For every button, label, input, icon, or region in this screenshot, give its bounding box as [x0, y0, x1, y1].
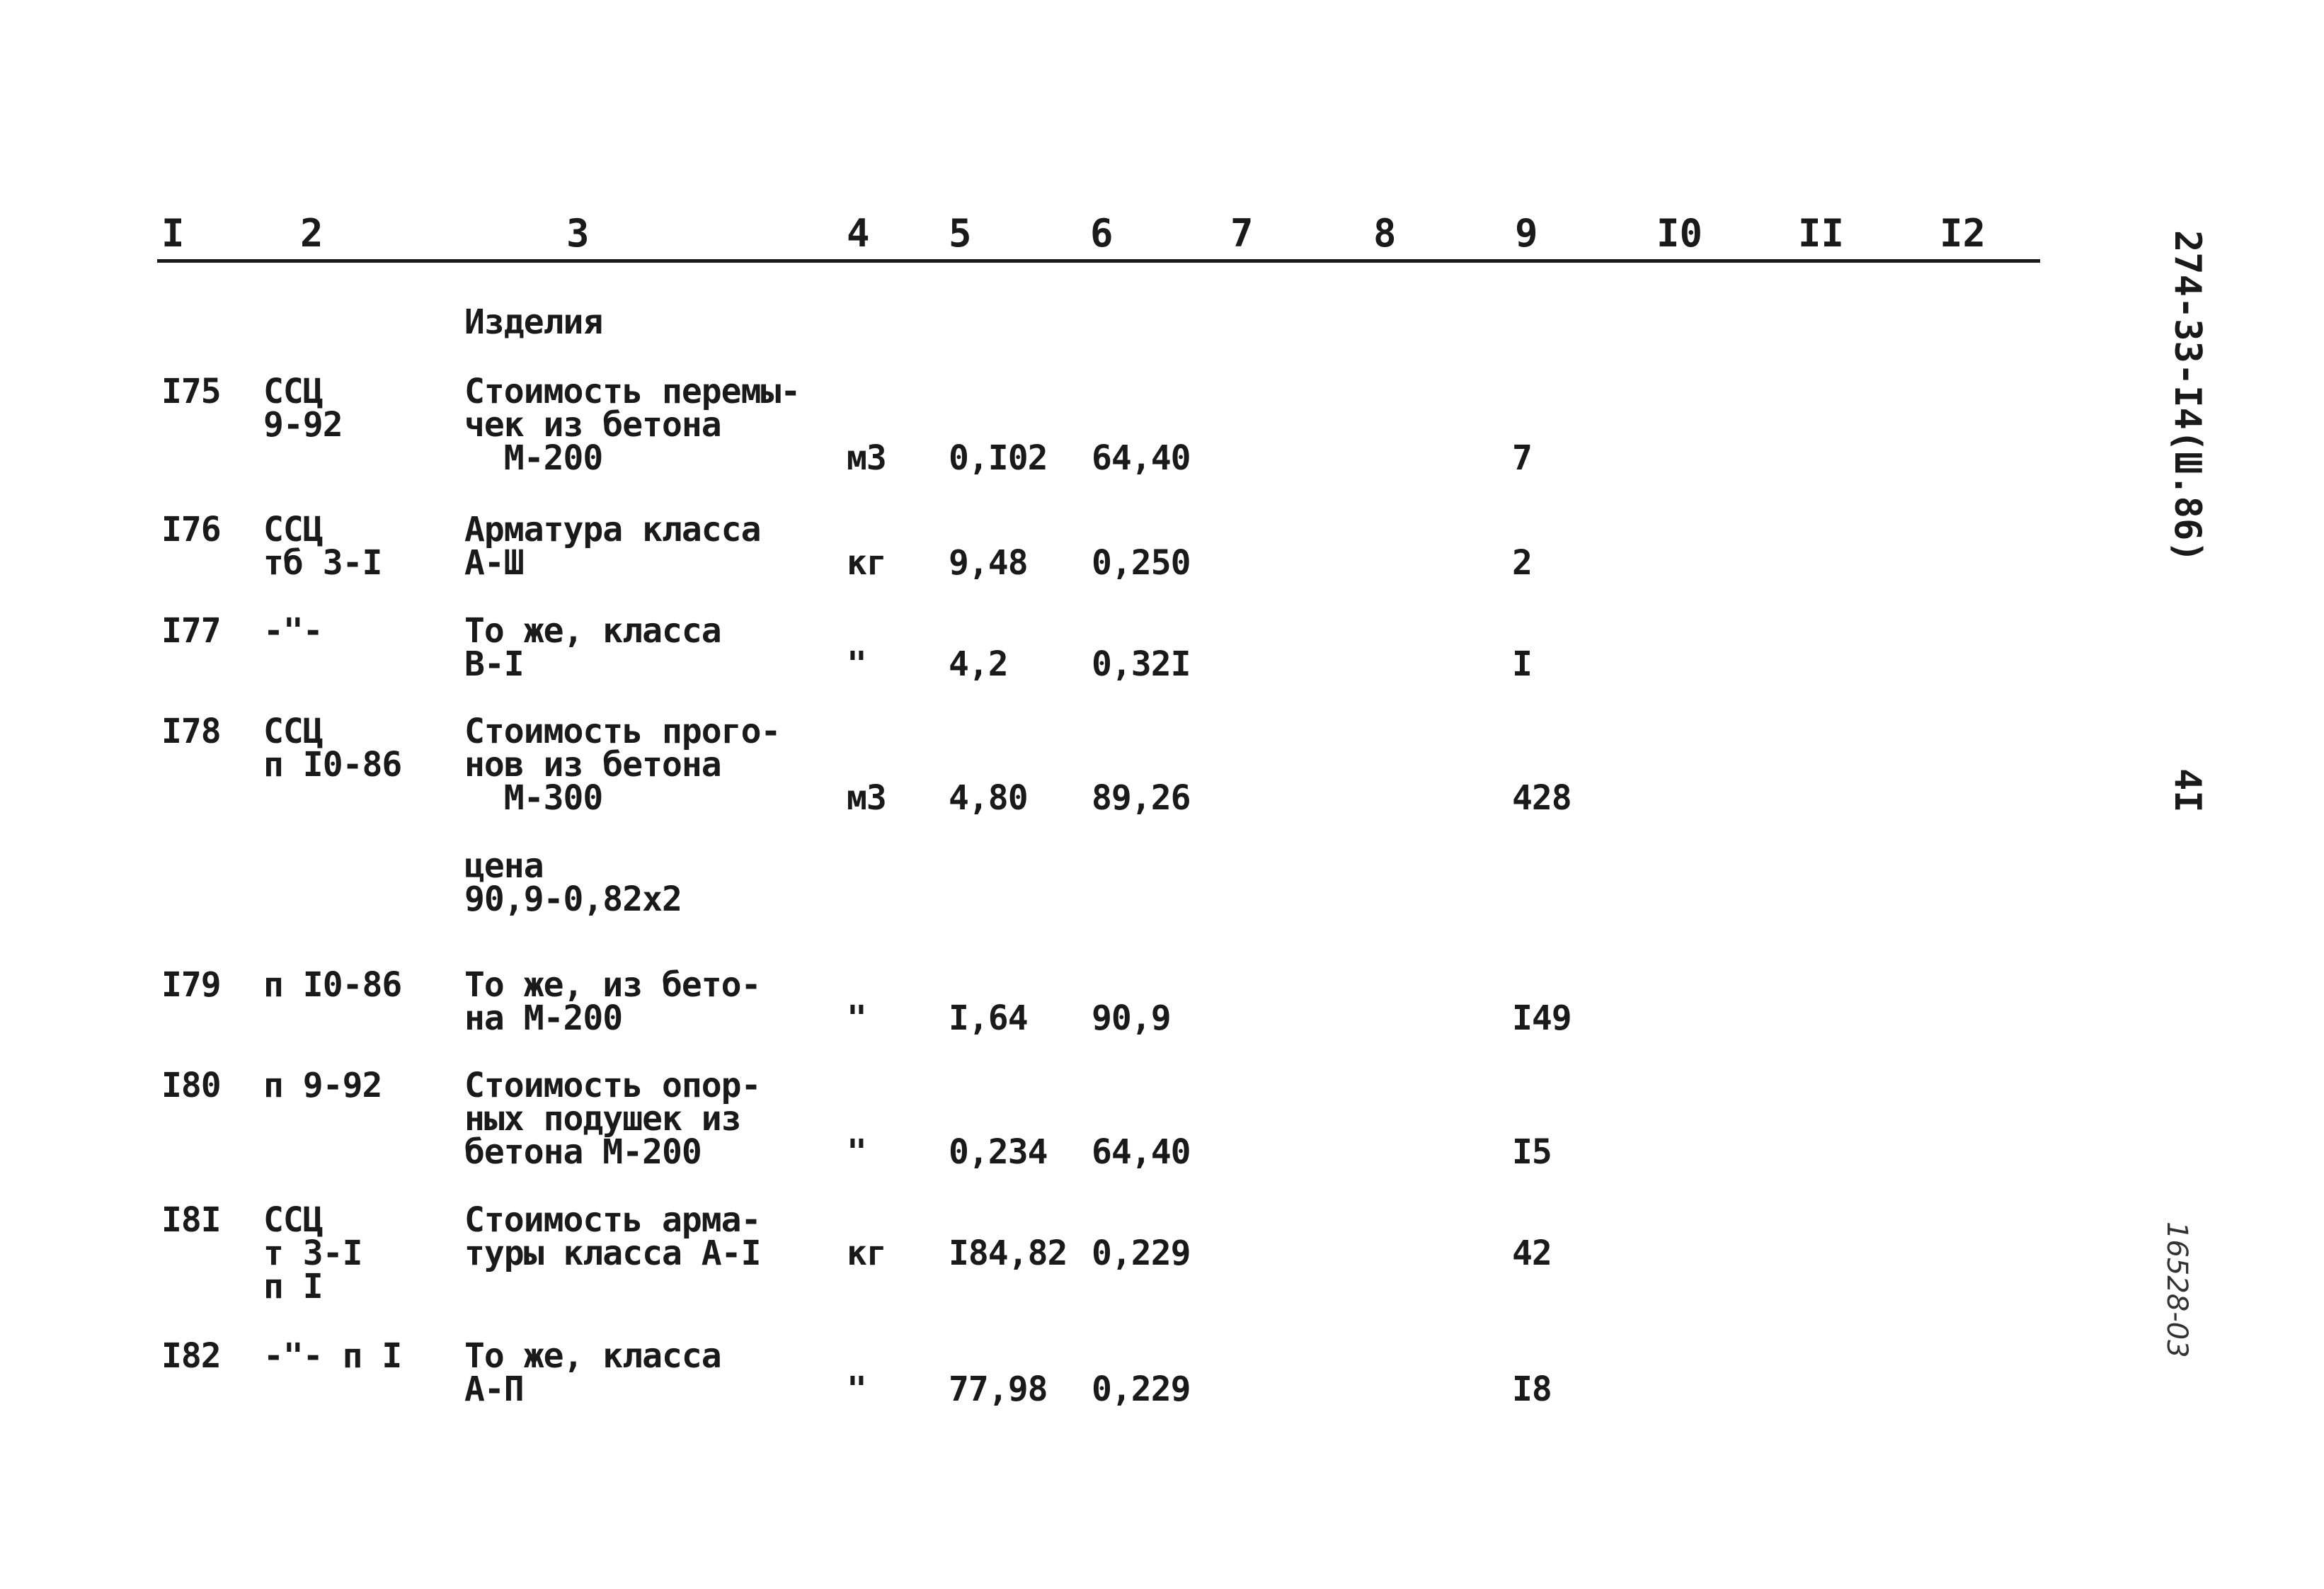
document-code: 274-33-I4(Ш.86): [2166, 230, 2209, 563]
header-rule: [157, 259, 2040, 263]
row-code: п I0-86: [263, 965, 402, 1005]
column-header-7: 7: [1230, 211, 1254, 256]
row-quantity: 77,98: [949, 1369, 1048, 1409]
row-quantity: 4,80: [949, 778, 1028, 818]
section-title: Изделия: [464, 302, 603, 342]
row-code: т 3-I: [263, 1234, 362, 1273]
row-quantity: 0,I02: [949, 438, 1048, 478]
column-header-3: 3: [566, 211, 590, 256]
row-description: А-Ш: [464, 543, 524, 583]
row-description: 90,9-0,82х2: [464, 879, 682, 919]
row-description: В-I: [464, 644, 524, 684]
row-description: Стоимость перемы-: [464, 372, 801, 411]
row-description: То же, из бето-: [464, 965, 761, 1005]
page-number: 4I: [2166, 768, 2209, 813]
row-unit: м3: [847, 438, 886, 478]
row-number: I79: [161, 965, 221, 1005]
row-total: 428: [1512, 778, 1572, 818]
row-description: Стоимость прого-: [464, 712, 781, 751]
row-total: I8: [1512, 1369, 1552, 1409]
row-total: 7: [1512, 438, 1532, 478]
row-code: ССЦ: [263, 712, 323, 751]
row-description: на М-200: [464, 998, 623, 1038]
row-number: I76: [161, 510, 221, 549]
row-code: ССЦ: [263, 372, 323, 411]
row-unit: ": [847, 1132, 866, 1172]
row-description: А-П: [464, 1369, 524, 1409]
column-header-10: I0: [1656, 211, 1703, 256]
row-unit: ": [847, 644, 866, 684]
row-description: Стоимость арма-: [464, 1200, 761, 1240]
row-description: Стоимость опор-: [464, 1066, 761, 1105]
row-price: 89,26: [1092, 778, 1191, 818]
row-description: нов из бетона: [464, 745, 721, 785]
row-code: п I: [263, 1267, 323, 1306]
column-header-2: 2: [300, 211, 324, 256]
archive-stamp: 16528-03: [2160, 1221, 2193, 1358]
row-price: 0,250: [1092, 543, 1191, 583]
row-price: 90,9: [1092, 998, 1171, 1038]
row-code: -"-: [263, 611, 323, 651]
column-header-4: 4: [847, 211, 870, 256]
column-header-11: II: [1798, 211, 1845, 256]
row-number: I8I: [161, 1200, 221, 1240]
column-header-9: 9: [1515, 211, 1538, 256]
row-description: цена: [464, 846, 544, 886]
row-number: I80: [161, 1066, 221, 1105]
column-header-5: 5: [949, 211, 972, 256]
row-unit: кг: [847, 1234, 886, 1273]
row-quantity: 9,48: [949, 543, 1028, 583]
row-unit: кг: [847, 543, 886, 583]
row-code: тб 3-I: [263, 543, 382, 583]
row-quantity: I,64: [949, 998, 1028, 1038]
row-description: То же, класса: [464, 611, 721, 651]
column-header-1: I: [161, 211, 185, 256]
row-price: 64,40: [1092, 1132, 1191, 1172]
row-description: чек из бетона: [464, 405, 721, 445]
row-description: бетона М-200: [464, 1132, 702, 1172]
row-quantity: 0,234: [949, 1132, 1048, 1172]
row-number: I82: [161, 1336, 221, 1376]
row-code: ССЦ: [263, 1200, 323, 1240]
row-price: 0,32I: [1092, 644, 1191, 684]
row-total: I5: [1512, 1132, 1552, 1172]
row-price: 0,229: [1092, 1234, 1191, 1273]
row-description: М-200: [464, 438, 603, 478]
row-number: I78: [161, 712, 221, 751]
column-header-6: 6: [1090, 211, 1114, 256]
row-code: ССЦ: [263, 510, 323, 549]
row-unit: ": [847, 1369, 866, 1409]
row-total: I49: [1512, 998, 1572, 1038]
row-unit: м3: [847, 778, 886, 818]
row-code: п 9-92: [263, 1066, 382, 1105]
column-header-12: I2: [1940, 211, 1986, 256]
row-price: 64,40: [1092, 438, 1191, 478]
row-total: 42: [1512, 1234, 1552, 1273]
row-code: 9-92: [263, 405, 343, 445]
row-total: 2: [1512, 543, 1532, 583]
row-quantity: I84,82: [949, 1234, 1067, 1273]
row-description: М-300: [464, 778, 603, 818]
row-price: 0,229: [1092, 1369, 1191, 1409]
row-description: То же, класса: [464, 1336, 721, 1376]
column-header-8: 8: [1373, 211, 1397, 256]
row-number: I75: [161, 372, 221, 411]
row-description: ных подушек из: [464, 1099, 741, 1139]
row-total: I: [1512, 644, 1532, 684]
row-number: I77: [161, 611, 221, 651]
row-code: п I0-86: [263, 745, 402, 785]
row-description: туры класса А-I: [464, 1234, 761, 1273]
row-unit: ": [847, 998, 866, 1038]
row-quantity: 4,2: [949, 644, 1008, 684]
row-description: Арматура класса: [464, 510, 761, 549]
row-code: -"- п I: [263, 1336, 402, 1376]
